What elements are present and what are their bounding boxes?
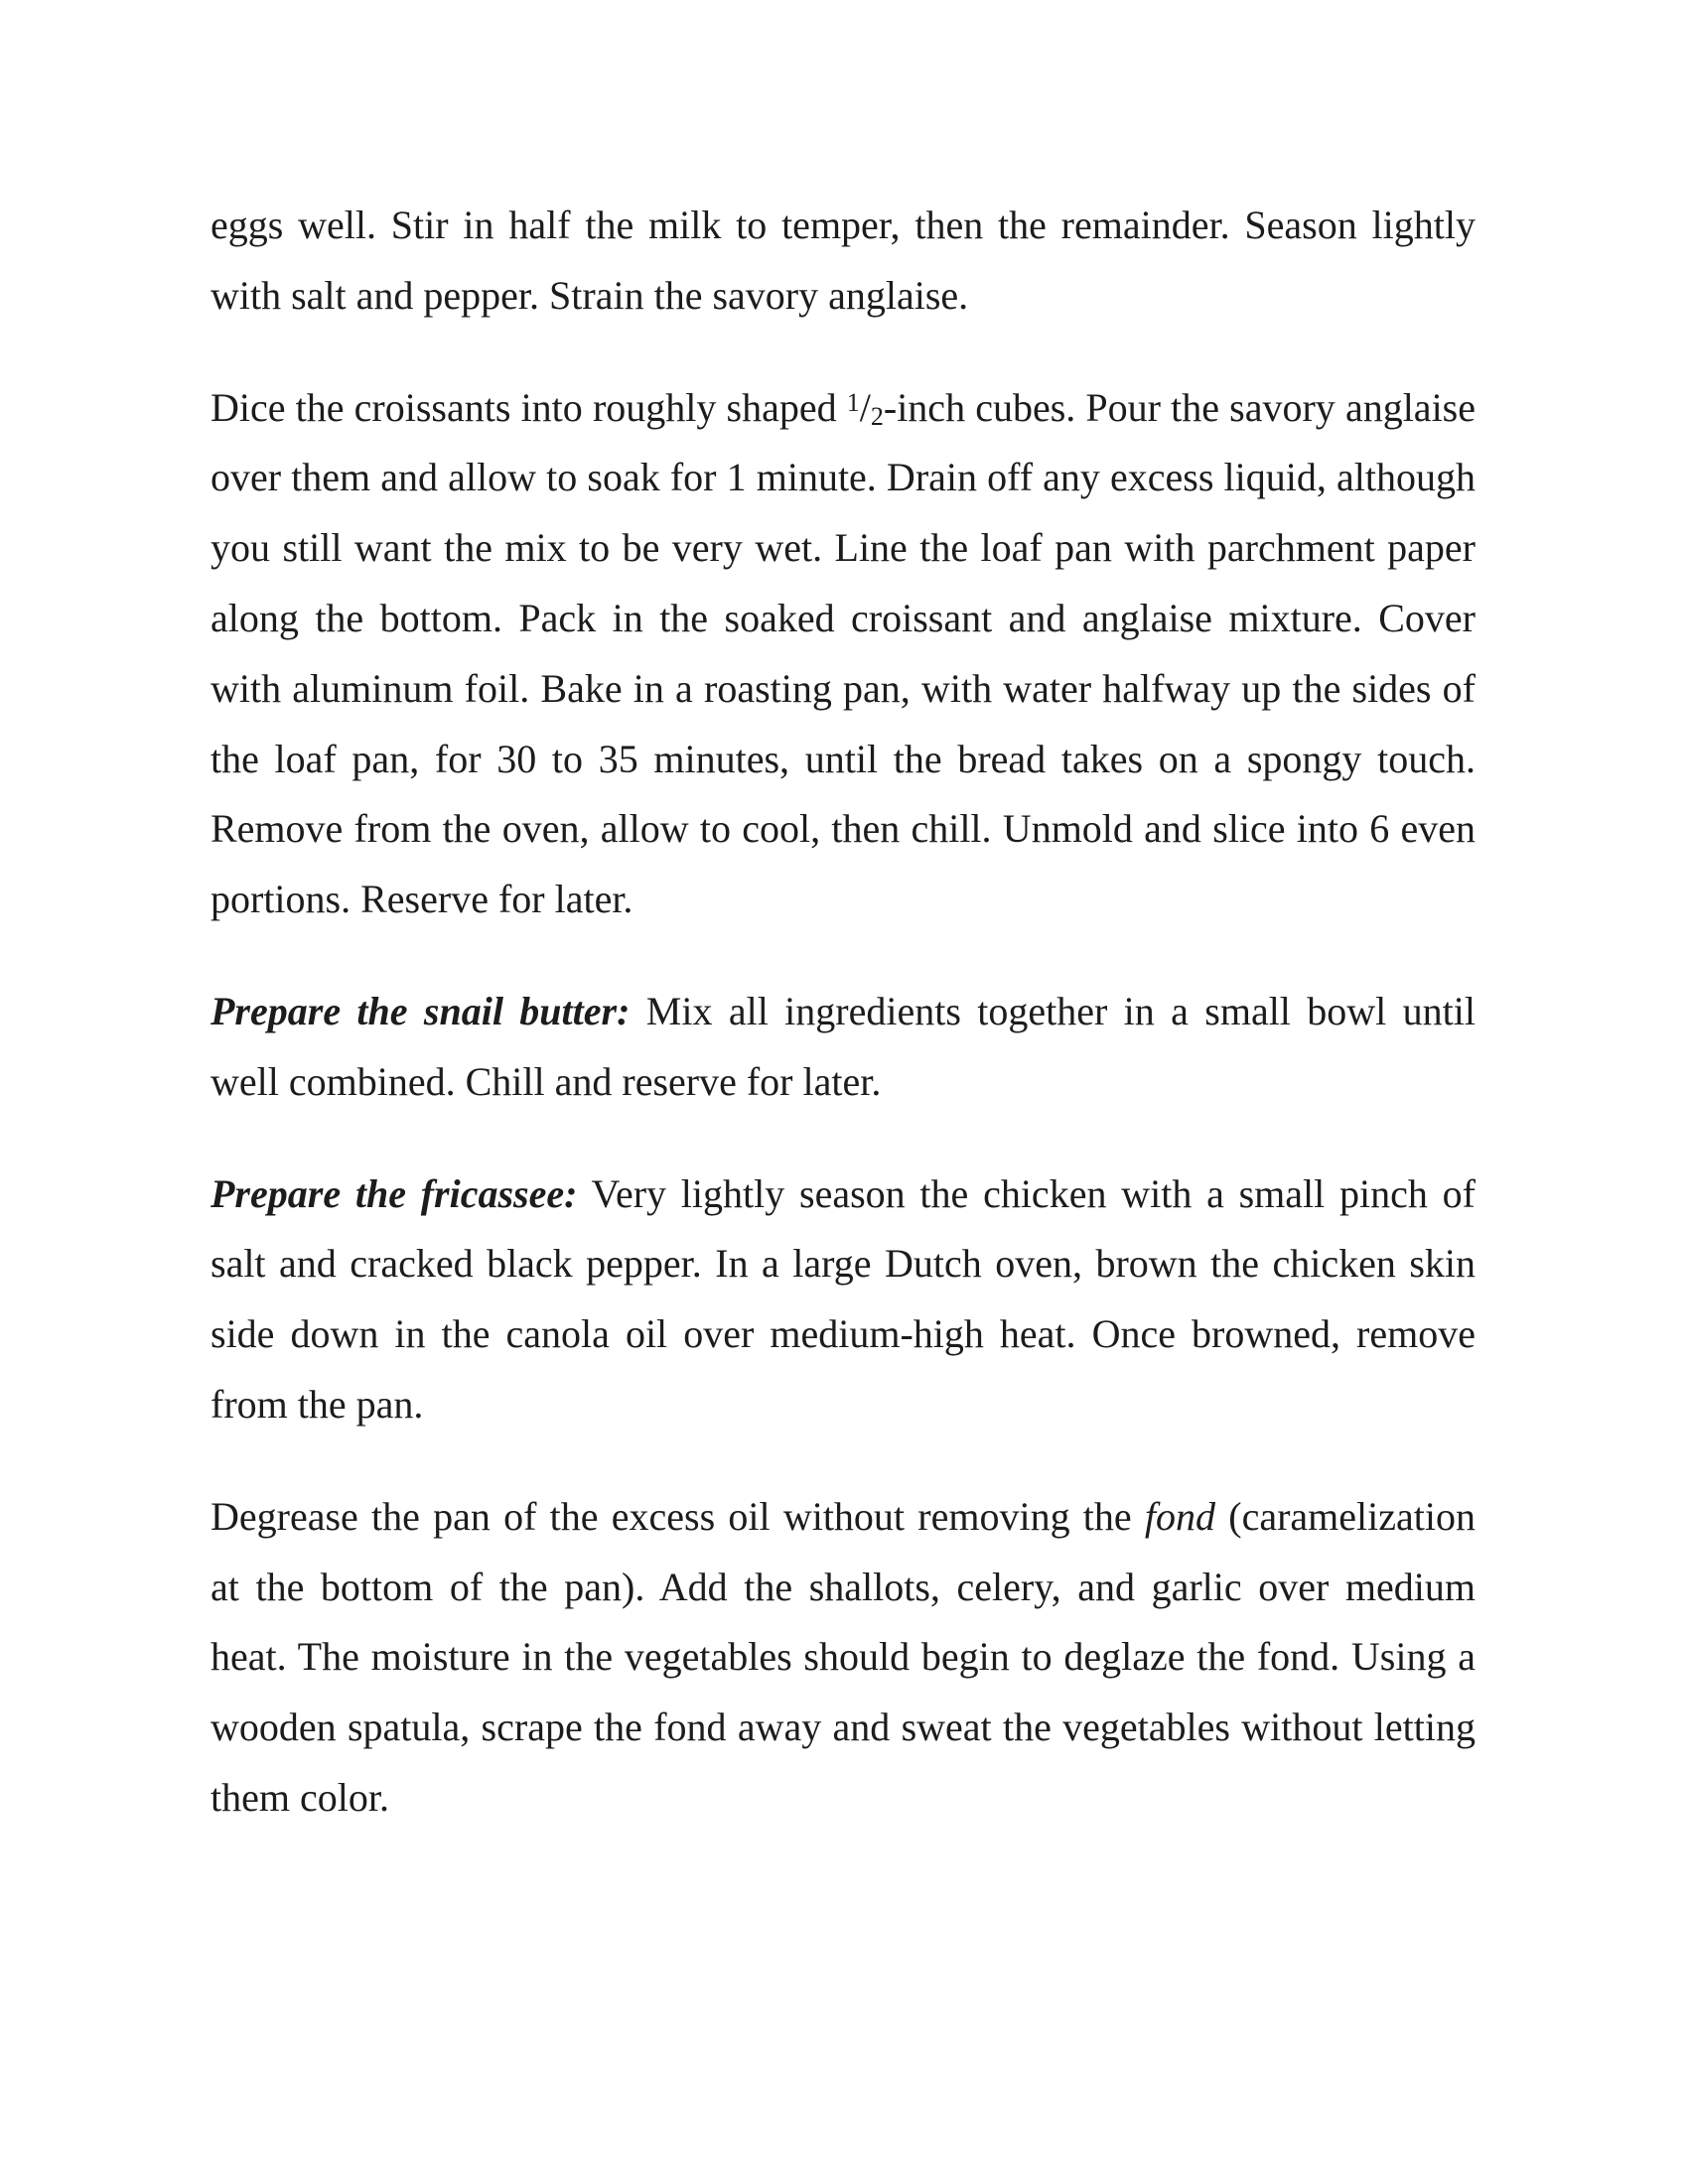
fraction-half xyxy=(847,385,884,430)
fraction-denominator: 2 xyxy=(870,401,884,431)
paragraph-text: Degrease the pan of the excess oil without removing the xyxy=(211,1493,1145,1539)
paragraph-degrease xyxy=(211,1482,1476,1834)
paragraph-snail-butter xyxy=(211,977,1476,1118)
fraction-slash: / xyxy=(859,384,871,430)
paragraph-text: (caramelization at the bottom of the pan). Add the shallots, celery, and garlic over medium heat. The moisture in the vegetables should begin to deglaze the fond. Using a wooden spatula, scrape the fond away and sweat the vegetables without letting them color. xyxy=(211,1493,1476,1820)
paragraph-anglaise-finish xyxy=(211,191,1476,332)
paragraph-text: eggs well. Stir in half the milk to temper, then the remainder. Season lightly with salt and pepper. Strain the savory anglaise. xyxy=(211,203,1476,318)
paragraph-croissant-bread xyxy=(211,373,1476,935)
paragraph-text: Mix all ingredients together in a small bowl until well combined. Chill and reserve for later. xyxy=(211,988,1476,1104)
paragraph-fricassee xyxy=(211,1160,1476,1440)
step-heading: Prepare the snail butter: xyxy=(211,988,631,1033)
paragraph-text: Very lightly season the chicken with a small pinch of salt and cracked black pepper. In a large Dutch oven, brown the chicken skin side down in the canola oil over medium-high heat. Once browned, remove from the pan. xyxy=(211,1170,1477,1427)
page-body xyxy=(211,191,1476,1834)
paragraph-text: -inch cubes. Pour the savory anglaise over them and allow to soak for 1 minute. Drain off any excess liquid, although you still want the mix to be very wet. Line the loaf pan with parchment paper along the bottom. Pack in the soaked croissant and anglaise mixture. Cover with aluminum foil. Bake in a roasting pan, with water halfway up the sides of the loaf pan, for 30 to 35 minutes, until the bread takes on a spongy touch. Remove from the oven, allow to cool, then chill. Unmold and slice into 6 even portions. Reserve for later. xyxy=(211,384,1476,922)
fraction-numerator: 1 xyxy=(846,387,860,417)
paragraph-text: Dice the croissants into roughly shaped xyxy=(211,384,847,430)
step-heading: Prepare the fricassee: xyxy=(211,1170,578,1216)
italic-term: fond xyxy=(1144,1493,1216,1539)
